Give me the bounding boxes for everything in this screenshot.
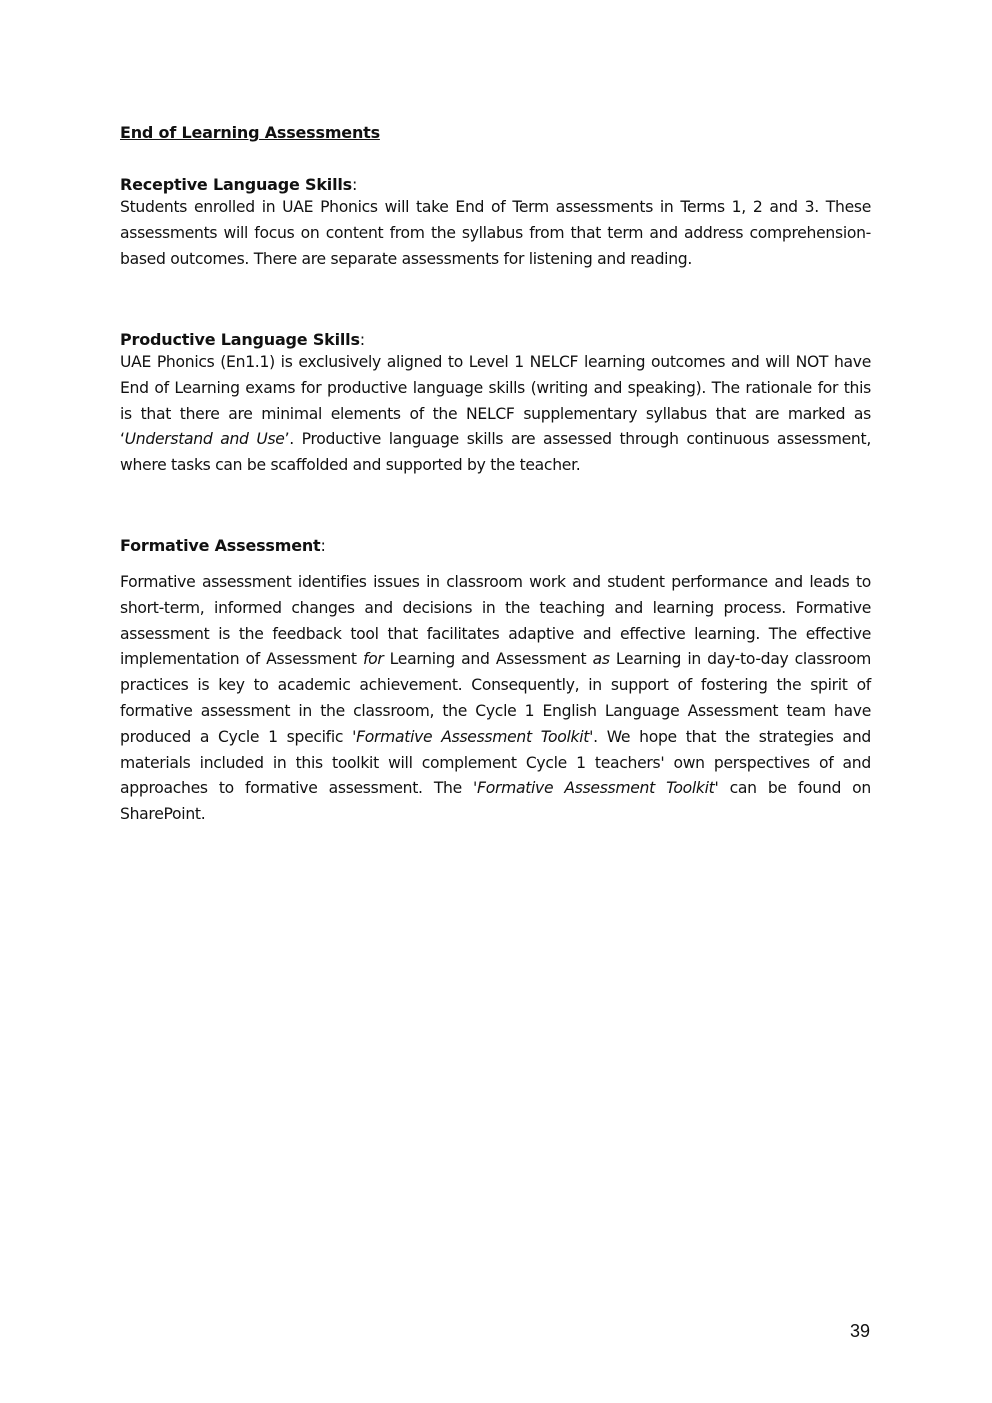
text: UAE Phonics (En1.1) is exclusively aligned to Level 1 NELCF learning outcomes and will NOT have End of Learning exams for productive language skills (writing and speaking). The rationale for this is that there are minimal elements of the NELCF supplementary syllabus that are marked as ‘ xyxy=(120,353,871,449)
section-heading: Productive Language Skills xyxy=(120,330,360,349)
italic-text: Understand and Use xyxy=(124,430,285,449)
text: ' can be found on SharePoint. xyxy=(120,779,871,824)
colon: : xyxy=(359,330,365,349)
page-title: End of Learning Assessments xyxy=(120,123,380,142)
colon: : xyxy=(352,175,358,194)
italic-text: Formative Assessment Toolkit xyxy=(356,727,590,746)
text: ’. Productive language skills are assessed through continuous assessment, where tasks can be scaffolded and supported by the teacher. xyxy=(120,430,871,475)
colon: : xyxy=(320,536,326,555)
text: Learning in day-to-day classroom practices is key to academic achievement. Consequently, in support of fostering the spirit of formative assessment in the classroom, the Cycle 1 English Language Assessment team have produced a Cycle 1 specific ' xyxy=(120,650,872,746)
section-heading: Receptive Language Skills xyxy=(120,175,352,194)
italic-text: for xyxy=(362,650,384,669)
section-formative xyxy=(120,536,871,828)
section-paragraph xyxy=(120,570,871,828)
section-paragraph xyxy=(120,350,871,479)
text: Learning and Assessment xyxy=(383,650,593,669)
text: Formative assessment identifies issues in classroom work and student performance and leads to short-term, informed changes and decisions in the teaching and learning process. Formative assessment is the feedback tool that facilitates adaptive and effective learning. The effective implementation of Assessment xyxy=(120,573,871,669)
section-paragraph xyxy=(120,195,871,272)
italic-text: as xyxy=(592,650,610,669)
section-receptive xyxy=(120,175,871,272)
section-productive xyxy=(120,330,871,479)
section-heading: Formative Assessment xyxy=(120,536,321,555)
text: Students enrolled in UAE Phonics will take End of Term assessments in Terms 1, 2 and 3. These assessments will focus on content from the syllabus from that term and address comprehension-based outcomes. There are separate assessments for listening and reading. xyxy=(120,198,871,268)
text: '. We hope that the strategies and materials included in this toolkit will complement Cycle 1 teachers' own perspectives of and approaches to formative assessment. The ' xyxy=(120,727,871,798)
italic-text: Formative Assessment Toolkit xyxy=(477,779,715,798)
page-number: 39 xyxy=(850,1321,871,1341)
